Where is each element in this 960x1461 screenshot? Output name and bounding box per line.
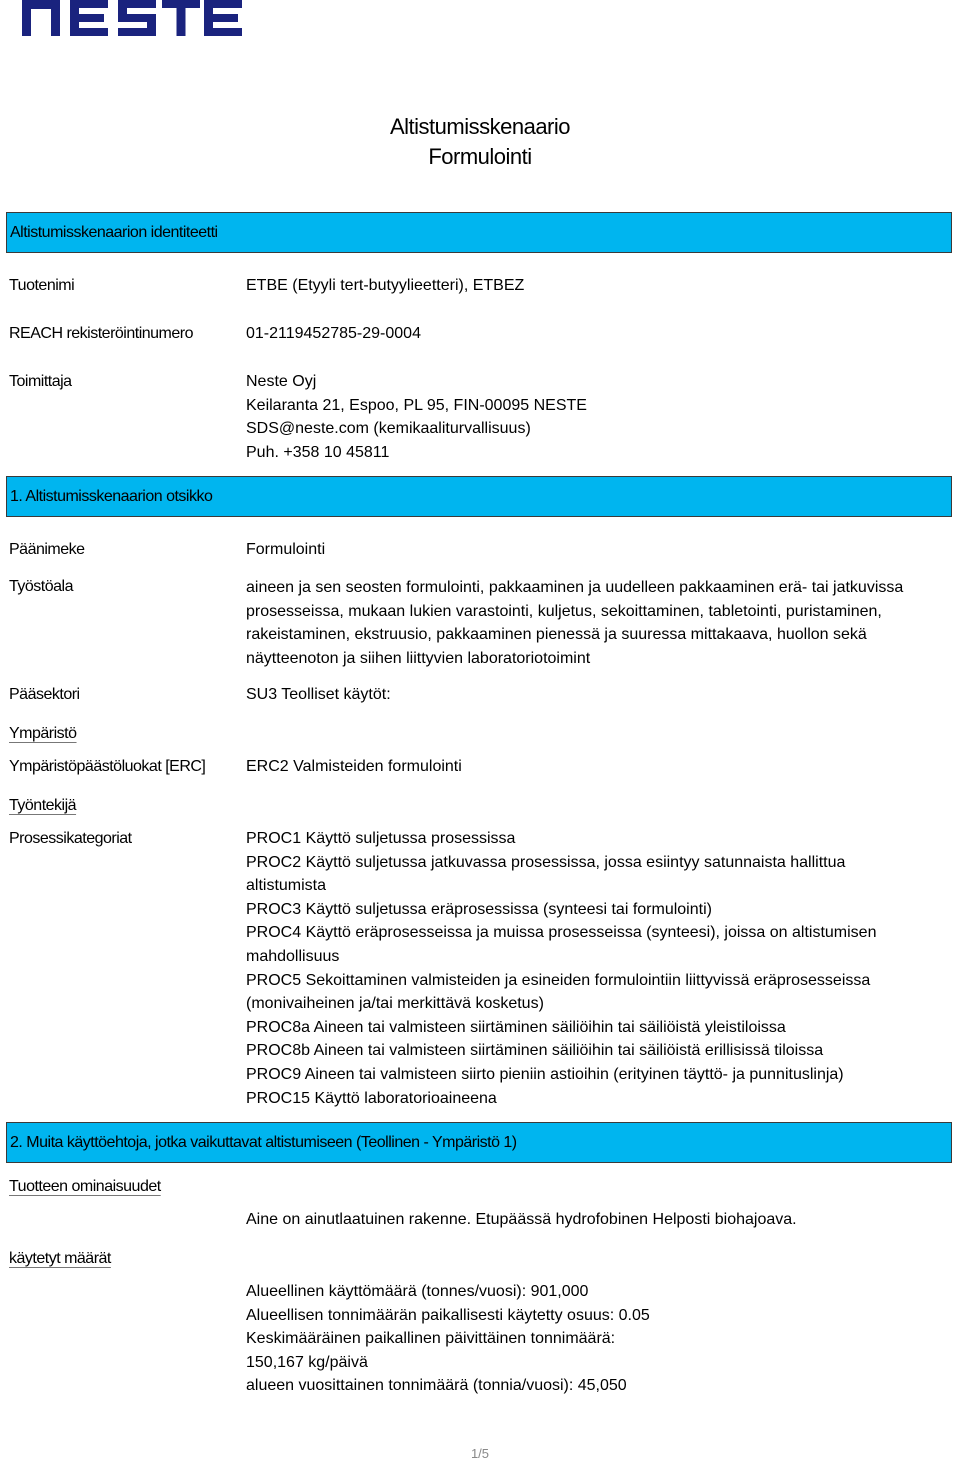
tyostoala-line: näytteenoton ja siihen liittyvien laboratoriotoimint (246, 649, 591, 667)
proc-label: Prosessikategoriat (9, 830, 132, 847)
proc-item: altistumista (246, 877, 327, 895)
paanimeke-value: Formulointi (246, 541, 326, 558)
section-bar-identity: Altistumisskenaarion identiteetti (6, 212, 952, 253)
tyostoala-label: Työstöala (9, 578, 73, 595)
page-number: 1/5 (470, 1446, 490, 1461)
toimittaja-label: Toimittaja (9, 373, 72, 390)
proc-item: PROC1 Käyttö suljetussa prosessissa (246, 830, 516, 847)
tyostoala-value (246, 576, 903, 670)
proc-list (246, 827, 876, 1110)
maarat-line: Keskimääräinen paikallinen päivittäinen tonnimäärä: (246, 1330, 616, 1348)
title-line-1: Altistumisskenaario (389, 114, 570, 139)
proc-item: mahdollisuus (246, 947, 340, 965)
proc-item: PROC15 Käyttö laboratorioaineena (246, 1089, 497, 1107)
toimittaja-value (246, 370, 587, 464)
tyostoala-line: rakeistaminen, ekstruusio, pakkaaminen pienessä ja suuressa mittakaava, huollon sekä (246, 626, 867, 644)
maarat-line: Alueellisen tonnimäärän paikallisesti käytetty osuus: 0.05 (246, 1306, 650, 1324)
proc-item: PROC5 Sekoittaminen valmisteiden ja esineiden formulointiin liittyvissä eräprosesseissa (246, 971, 871, 989)
section-bar-1: 1. Altistumisskenaarion otsikko (6, 476, 952, 517)
reach-value: 01-2119452785-29-0004 (246, 325, 421, 342)
proc-item: (monivaiheinen ja/tai merkittävä kosketus) (246, 995, 544, 1013)
tyontekija-heading: Työntekijä (9, 797, 77, 814)
tuotenimi-label: Tuotenimi (9, 277, 75, 294)
toimittaja-line: Puh. +358 10 45811 (246, 443, 390, 461)
reach-label: REACH rekisteröintinumero (9, 325, 194, 342)
proc-item: PROC9 Aineen tai valmisteen siirto pieniin astioihin (erityinen täyttö- ja punnituslinja) (246, 1065, 844, 1083)
toimittaja-line: SDS@neste.com (kemikaaliturvallisuus) (246, 420, 531, 438)
proc-item: PROC8a Aineen tai valmisteen siirtäminen säiliöihin tai säiliöistä yleistiloissa (246, 1018, 786, 1036)
title-line-2: Formulointi (428, 144, 532, 169)
document-title (0, 112, 960, 172)
proc-item: PROC3 Käyttö suljetussa eräprosessissa (synteesi tai formulointi) (246, 900, 712, 918)
erc-label: Ympäristöpäästöluokat [ERC] (9, 758, 206, 775)
neste-logo (22, 0, 242, 40)
maarat-value (246, 1280, 650, 1398)
paasektori-label: Pääsektori (9, 686, 80, 703)
tyostoala-line: prosesseissa, mukaan lukien varastointi, kuljetus, sekoittaminen, tabletointi, puristaminen, (246, 602, 882, 620)
tyostoala-line: aineen ja sen seosten formulointi, pakkaaminen ja uudelleen pakkaaminen erä- tai jatkuvissa (246, 579, 904, 596)
proc-item: PROC4 Käyttö eräprosesseissa ja muissa prosesseissa (synteesi), joissa on altistumisen (246, 924, 877, 942)
section-bar-2: 2. Muita käyttöehtoja, jotka vaikuttavat altistumiseen (Teollinen - Ympäristö 1) (6, 1122, 952, 1163)
proc-item: PROC2 Käyttö suljetussa jatkuvassa prosessissa, jossa esiintyy satunnaista hallittua (246, 853, 846, 871)
ominaisuudet-heading: Tuotteen ominaisuudet (9, 1178, 161, 1195)
toimittaja-line: Keilaranta 21, Espoo, PL 95, FIN-00095 NESTE (246, 396, 587, 414)
maarat-heading: käytetyt määrät (9, 1250, 111, 1267)
maarat-line: alueen vuosittainen tonnimäärä (tonnia/vuosi): 45,050 (246, 1377, 627, 1395)
toimittaja-line: Neste Oyj (246, 373, 317, 390)
ominaisuudet-value: Aine on ainutlaatuinen rakenne. Etupäässä hydrofobinen Helposti biohajoava. (246, 1211, 797, 1228)
maarat-line: 150,167 kg/päivä (246, 1353, 368, 1371)
maarat-line: Alueellinen käyttömäärä (tonnes/vuosi): 901,000 (246, 1283, 589, 1300)
tuotenimi-value: ETBE (Etyyli tert-butyylieetteri), ETBEZ (246, 277, 525, 294)
proc-item: PROC8b Aineen tai valmisteen siirtäminen säiliöihin tai säiliöistä erillisissä tiloissa (246, 1042, 824, 1060)
ymparisto-heading: Ympäristö (9, 725, 77, 742)
paanimeke-label: Päänimeke (9, 541, 85, 558)
erc-value: ERC2 Valmisteiden formulointi (246, 758, 462, 775)
paasektori-value: SU3 Teolliset käytöt: (246, 686, 391, 703)
